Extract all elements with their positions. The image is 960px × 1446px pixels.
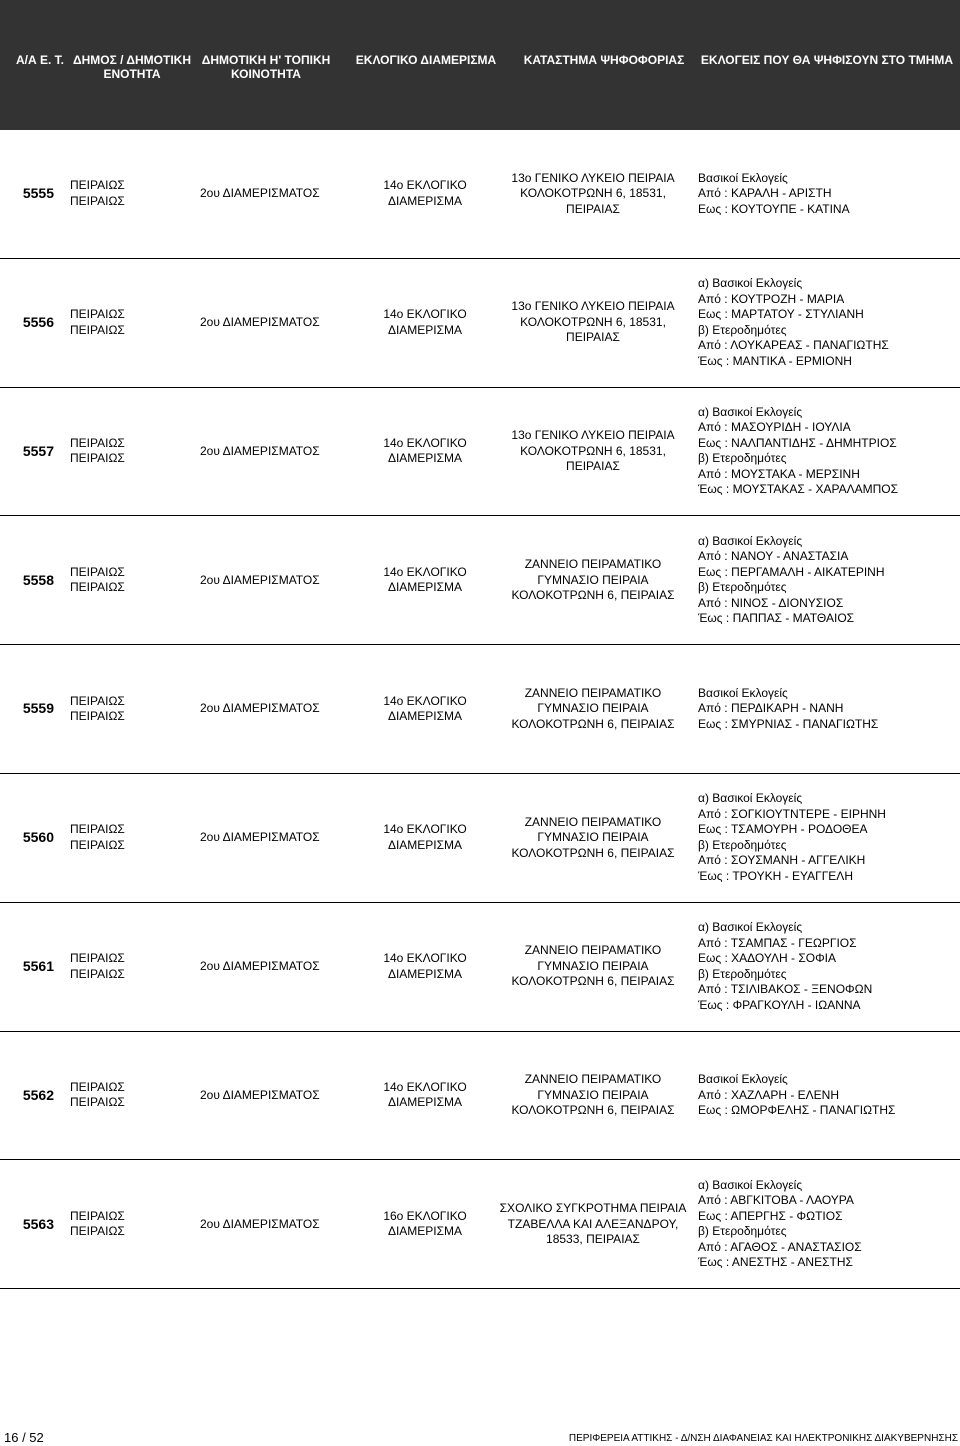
row-polling-station-line: 13ο ΓΕΝΙΚΟ ΛΥΚΕΙΟ ΠΕΙΡΑΙΑ [511, 428, 675, 443]
row-voters [698, 259, 960, 387]
row-voters-line: Από : ΚΑΡΑΛΗ - ΑΡΙΣΤΗ [698, 186, 832, 201]
row-voters-line: β) Ετεροδημότες [698, 451, 787, 466]
header-municipality: ΔΗΜΟΣ / ΔΗΜΟΤΙΚΗ ΕΝΟΤΗΤΑ [73, 53, 191, 81]
table-row [0, 645, 960, 774]
row-municipality-line: ΠΕΙΡΑΙΩΣ [70, 1208, 125, 1223]
row-municipality [70, 1160, 180, 1288]
row-municipality-line: ΠΕΙΡΑΙΩΣ [70, 451, 125, 466]
row-polling-station-line: ΚΟΛΟΚΟΤΡΩΝΗ 6, ΠΕΙΡΑΙΑΣ [511, 845, 675, 860]
row-voters-line: Εως : ΚΟΥΤΟΥΠΕ - ΚΑΤΙΝΑ [698, 201, 850, 216]
row-local-unit: 2ου ΔΙΑΜΕΡΙΣΜΑΤΟΣ [200, 830, 320, 845]
table-row [0, 1160, 960, 1289]
row-district-line: ΔΙΑΜΕΡΙΣΜΑ [387, 580, 463, 595]
row-polling-station-line: ΚΟΛΟΚΟΤΡΩΝΗ 6, 18531, [520, 314, 666, 329]
row-voters-line: Από : ΑΓΑΘΟΣ - ΑΝΑΣΤΑΣΙΟΣ [698, 1239, 862, 1254]
row-polling-station [490, 259, 696, 387]
row-municipality-line: ΠΕΙΡΑΙΩΣ [70, 837, 125, 852]
row-municipality [70, 774, 180, 902]
header-district: ΕΚΛΟΓΙΚΟ ΔΙΑΜΕΡΙΣΜΑ [355, 53, 497, 67]
row-polling-station-line: ΖΑΝΝΕΙΟ ΠΕΙΡΑΜΑΤΙΚΟ [524, 943, 662, 958]
page-number: 16 / 52 [4, 1430, 44, 1445]
row-polling-station [490, 388, 696, 516]
row-voters [698, 1160, 960, 1288]
row-municipality [70, 130, 180, 258]
row-municipality-line: ΠΕΙΡΑΙΩΣ [70, 966, 125, 981]
row-code: 5560 [22, 829, 54, 846]
footer-organization: ΠΕΡΙΦΕΡΕΙΑ ΑΤΤΙΚΗΣ - Δ/ΝΣΗ ΔΙΑΦΑΝΕΙΑΣ ΚΑΙ ΗΛΕΚΤΡΟΝΙΚΗΣ ΔΙΑΚΥΒΕΡΝΗΣΗΣ [568, 1433, 958, 1444]
row-voters-line: Από : ΚΟΥΤΡΟΖΗ - ΜΑΡΙΑ [698, 291, 845, 306]
table-row [0, 388, 960, 517]
row-municipality-line: ΠΕΙΡΑΙΩΣ [70, 307, 125, 322]
row-voters-line: Εως : ΜΑΡΤΑΤΟΥ - ΣΤΥΛΙΑΝΗ [698, 307, 864, 322]
row-voters-line: Έως : ΜΟΥΣΤΑΚΑΣ - ΧΑΡΑΛΑΜΠΟΣ [698, 482, 899, 497]
table-row [0, 516, 960, 645]
header-local-unit: ΔΗΜΟΤΙΚΗ Η' ΤΟΠΙΚΗ ΚΟΙΝΟΤΗΤΑ [201, 53, 331, 81]
row-district-line: 14ο ΕΚΛΟΓΙΚΟ [383, 178, 467, 193]
row-voters-line: Βασικοί Εκλογείς [698, 170, 788, 185]
table-row [0, 774, 960, 903]
row-voters-line: Εως : ΝΑΛΠΑΝΤΙΔΗΣ - ΔΗΜΗΤΡΙΟΣ [698, 435, 897, 450]
row-voters-line: Από : ΤΣΙΛΙΒΑΚΟΣ - ΞΕΝΟΦΩΝ [698, 982, 873, 997]
row-district [360, 130, 490, 258]
row-municipality [70, 516, 180, 644]
row-district-line: 14ο ΕΚΛΟΓΙΚΟ [383, 693, 467, 708]
row-voters-line: Έως : ΜΑΝΤΙΚΑ - ΕΡΜΙΟΝΗ [698, 353, 852, 368]
row-local-unit: 2ου ΔΙΑΜΕΡΙΣΜΑΤΟΣ [200, 443, 320, 458]
row-voters-line: Εως : ΣΜΥΡΝΙΑΣ - ΠΑΝΑΓΙΩΤΗΣ [698, 716, 879, 731]
row-polling-station-line: ΠΕΙΡΑΙΑΣ [566, 201, 620, 216]
row-district [360, 774, 490, 902]
row-polling-station-line: ΓΥΜΝΑΣΙΟ ΠΕΙΡΑΙΑ [537, 1087, 649, 1102]
row-local-unit: 2ου ΔΙΑΜΕΡΙΣΜΑΤΟΣ [200, 314, 320, 329]
row-district-line: 14ο ΕΚΛΟΓΙΚΟ [383, 951, 467, 966]
row-local-unit: 2ου ΔΙΑΜΕΡΙΣΜΑΤΟΣ [200, 186, 320, 201]
row-polling-station-line: ΣΧΟΛΙΚΟ ΣΥΓΚΡΟΤΗΜΑ ΠΕΙΡΑΙΑ [499, 1201, 687, 1216]
row-code: 5557 [22, 442, 54, 459]
row-voters [698, 1032, 960, 1160]
row-voters-line: β) Ετεροδημότες [698, 322, 787, 337]
row-municipality [70, 388, 180, 516]
header-voters: ΕΚΛΟΓΕΙΣ ΠΟΥ ΘΑ ΨΗΦΙΣΟΥΝ ΣΤΟ ΤΜΗΜΑ [700, 53, 954, 67]
row-voters-line: Από : ΑΒΓΚΙΤΟΒΑ - ΛΑΟΥΡΑ [698, 1193, 854, 1208]
row-district-line: ΔΙΑΜΕΡΙΣΜΑ [387, 837, 463, 852]
table-header [0, 0, 960, 130]
row-district-line: ΔΙΑΜΕΡΙΣΜΑ [387, 709, 463, 724]
row-voters-line: Από : ΣΟΓΚΙΟΥΤΝΤΕΡΕ - ΕΙΡΗΝΗ [698, 806, 886, 821]
row-local-unit: 2ου ΔΙΑΜΕΡΙΣΜΑΤΟΣ [200, 1087, 320, 1102]
row-polling-station-line: ΖΑΝΝΕΙΟ ΠΕΙΡΑΜΑΤΙΚΟ [524, 1072, 662, 1087]
row-municipality-line: ΠΕΙΡΑΙΩΣ [70, 580, 125, 595]
row-polling-station-line: ΠΕΙΡΑΙΑΣ [566, 459, 620, 474]
row-voters [698, 903, 960, 1031]
row-voters [698, 645, 960, 773]
table-row [0, 1032, 960, 1161]
row-code: 5563 [22, 1215, 54, 1232]
header-polling-station: ΚΑΤΑΣΤΗΜΑ ΨΗΦΟΦΟΡΙΑΣ [523, 53, 685, 67]
row-local-unit: 2ου ΔΙΑΜΕΡΙΣΜΑΤΟΣ [200, 572, 320, 587]
row-municipality-line: ΠΕΙΡΑΙΩΣ [70, 1079, 125, 1094]
row-district-line: 16ο ΕΚΛΟΓΙΚΟ [383, 1208, 467, 1223]
row-district-line: ΔΙΑΜΕΡΙΣΜΑ [387, 1095, 463, 1110]
row-voters-line: Εως : ΑΠΕΡΓΗΣ - ΦΩΤΙΟΣ [698, 1208, 843, 1223]
row-polling-station [490, 645, 696, 773]
row-district-line: ΔΙΑΜΕΡΙΣΜΑ [387, 451, 463, 466]
row-voters-line: Από : ΧΑΖΛΑΡΗ - ΕΛΕΝΗ [698, 1087, 840, 1102]
row-code: 5561 [22, 957, 54, 974]
row-voters-line: Από : ΝΑΝΟΥ - ΑΝΑΣΤΑΣΙΑ [698, 549, 849, 564]
row-voters-line: Έως : ΠΑΠΠΑΣ - ΜΑΤΘΑΙΟΣ [698, 611, 855, 626]
row-voters [698, 774, 960, 902]
row-code: 5559 [22, 700, 54, 717]
row-municipality-line: ΠΕΙΡΑΙΩΣ [70, 951, 125, 966]
row-polling-station-line: ΚΟΛΟΚΟΤΡΩΝΗ 6, ΠΕΙΡΑΙΑΣ [511, 588, 675, 603]
row-voters-line: Βασικοί Εκλογείς [698, 685, 788, 700]
row-voters-line: Εως : ΠΕΡΓΑΜΑΛΗ - ΑΙΚΑΤΕΡΙΝΗ [698, 564, 885, 579]
row-district-line: 14ο ΕΚΛΟΓΙΚΟ [383, 822, 467, 837]
row-polling-station [490, 774, 696, 902]
row-district [360, 1032, 490, 1160]
row-voters-line: Έως : ΑΝΕΣΤΗΣ - ΑΝΕΣΤΗΣ [698, 1255, 853, 1270]
row-voters-line: α) Βασικοί Εκλογείς [698, 791, 803, 806]
row-voters-line: Από : ΜΑΣΟΥΡΙΔΗ - ΙΟΥΛΙΑ [698, 420, 851, 435]
row-municipality-line: ΠΕΙΡΑΙΩΣ [70, 709, 125, 724]
row-district-line: ΔΙΑΜΕΡΙΣΜΑ [387, 966, 463, 981]
table-row [0, 130, 960, 259]
row-polling-station-line: ΠΕΙΡΑΙΑΣ [566, 330, 620, 345]
row-municipality-line: ΠΕΙΡΑΙΩΣ [70, 435, 125, 450]
row-municipality-line: ΠΕΙΡΑΙΩΣ [70, 564, 125, 579]
row-polling-station-line: ΚΟΛΟΚΟΤΡΩΝΗ 6, ΠΕΙΡΑΙΑΣ [511, 974, 675, 989]
row-local-unit: 2ου ΔΙΑΜΕΡΙΣΜΑΤΟΣ [200, 958, 320, 973]
row-municipality-line: ΠΕΙΡΑΙΩΣ [70, 1095, 125, 1110]
row-voters-line: α) Βασικοί Εκλογείς [698, 920, 803, 935]
row-district-line: ΔΙΑΜΕΡΙΣΜΑ [387, 193, 463, 208]
row-polling-station-line: ΖΑΝΝΕΙΟ ΠΕΙΡΑΜΑΤΙΚΟ [524, 557, 662, 572]
row-polling-station [490, 516, 696, 644]
row-polling-station-line: ΓΥΜΝΑΣΙΟ ΠΕΙΡΑΙΑ [537, 830, 649, 845]
row-polling-station-line: 18533, ΠΕΙΡΑΙΑΣ [546, 1232, 640, 1247]
row-voters-line: Από : ΛΟΥΚΑΡΕΑΣ - ΠΑΝΑΓΙΩΤΗΣ [698, 338, 889, 353]
table-row [0, 903, 960, 1032]
row-voters-line: Έως : ΤΡΟΥΚΗ - ΕΥΑΓΓΕΛΗ [698, 868, 853, 883]
row-voters-line: α) Βασικοί Εκλογείς [698, 276, 803, 291]
row-municipality [70, 1032, 180, 1160]
row-code: 5558 [22, 571, 54, 588]
row-polling-station-line: ΓΥΜΝΑΣΙΟ ΠΕΙΡΑΙΑ [537, 958, 649, 973]
row-municipality [70, 645, 180, 773]
table-row [0, 259, 960, 388]
row-municipality [70, 903, 180, 1031]
row-voters-line: Από : ΠΕΡΔΙΚΑΡΗ - ΝΑΝΗ [698, 701, 844, 716]
row-voters-line: Βασικοί Εκλογείς [698, 1072, 788, 1087]
row-district-line: 14ο ΕΚΛΟΓΙΚΟ [383, 1079, 467, 1094]
row-voters-line: β) Ετεροδημότες [698, 580, 787, 595]
row-voters-line: β) Ετεροδημότες [698, 837, 787, 852]
row-code: 5555 [22, 185, 54, 202]
row-polling-station-line: ΓΥΜΝΑΣΙΟ ΠΕΙΡΑΙΑ [537, 701, 649, 716]
row-district [360, 903, 490, 1031]
row-polling-station-line: ΚΟΛΟΚΟΤΡΩΝΗ 6, ΠΕΙΡΑΙΑΣ [511, 716, 675, 731]
row-polling-station-line: ΖΑΝΝΕΙΟ ΠΕΙΡΑΜΑΤΙΚΟ [524, 685, 662, 700]
row-municipality-line: ΠΕΙΡΑΙΩΣ [70, 178, 125, 193]
row-voters-line: α) Βασικοί Εκλογείς [698, 404, 803, 419]
row-municipality-line: ΠΕΙΡΑΙΩΣ [70, 693, 125, 708]
row-local-unit: 2ου ΔΙΑΜΕΡΙΣΜΑΤΟΣ [200, 1216, 320, 1231]
row-voters-line: α) Βασικοί Εκλογείς [698, 533, 803, 548]
row-district-line: 14ο ΕΚΛΟΓΙΚΟ [383, 435, 467, 450]
row-polling-station [490, 1032, 696, 1160]
row-polling-station-line: 13ο ΓΕΝΙΚΟ ΛΥΚΕΙΟ ΠΕΙΡΑΙΑ [511, 299, 675, 314]
row-voters-line: Εως : ΧΑΔΟΥΛΗ - ΣΟΦΙΑ [698, 951, 836, 966]
row-municipality-line: ΠΕΙΡΑΙΩΣ [70, 1224, 125, 1239]
row-voters [698, 388, 960, 516]
row-code: 5556 [22, 313, 54, 330]
row-polling-station-line: ΚΟΛΟΚΟΤΡΩΝΗ 6, ΠΕΙΡΑΙΑΣ [511, 1103, 675, 1118]
header-aa: Α/Α Ε. Τ. [15, 53, 65, 67]
row-voters-line: Εως : ΩΜΟΡΦΕΛΗΣ - ΠΑΝΑΓΙΩΤΗΣ [698, 1103, 896, 1118]
row-polling-station-line: ΓΥΜΝΑΣΙΟ ΠΕΙΡΑΙΑ [537, 572, 649, 587]
row-voters-line: β) Ετεροδημότες [698, 1224, 787, 1239]
row-district-line: ΔΙΑΜΕΡΙΣΜΑ [387, 1224, 463, 1239]
row-district [360, 388, 490, 516]
row-district-line: 14ο ΕΚΛΟΓΙΚΟ [383, 564, 467, 579]
row-district [360, 645, 490, 773]
row-voters [698, 516, 960, 644]
row-voters-line: α) Βασικοί Εκλογείς [698, 1177, 803, 1192]
row-district-line: 14ο ΕΚΛΟΓΙΚΟ [383, 307, 467, 322]
row-polling-station-line: ΚΟΛΟΚΟΤΡΩΝΗ 6, 18531, [520, 443, 666, 458]
row-code: 5562 [22, 1086, 54, 1103]
row-voters-line: Από : ΜΟΥΣΤΑΚΑ - ΜΕΡΣΙΝΗ [698, 466, 860, 481]
row-municipality-line: ΠΕΙΡΑΙΩΣ [70, 322, 125, 337]
row-polling-station-line: ΚΟΛΟΚΟΤΡΩΝΗ 6, 18531, [520, 186, 666, 201]
row-district-line: ΔΙΑΜΕΡΙΣΜΑ [387, 322, 463, 337]
row-polling-station-line: 13ο ΓΕΝΙΚΟ ΛΥΚΕΙΟ ΠΕΙΡΑΙΑ [511, 170, 675, 185]
row-polling-station-line: ΖΑΝΝΕΙΟ ΠΕΙΡΑΜΑΤΙΚΟ [524, 814, 662, 829]
row-municipality-line: ΠΕΙΡΑΙΩΣ [70, 193, 125, 208]
row-voters-line: Έως : ΦΡΑΓΚΟΥΛΗ - ΙΩΑΝΝΑ [698, 997, 861, 1012]
row-polling-station [490, 130, 696, 258]
row-polling-station [490, 903, 696, 1031]
row-district [360, 516, 490, 644]
row-municipality-line: ΠΕΙΡΑΙΩΣ [70, 822, 125, 837]
row-voters-line: Από : ΤΣΑΜΠΑΣ - ΓΕΩΡΓΙΟΣ [698, 935, 857, 950]
row-voters-line: β) Ετεροδημότες [698, 966, 787, 981]
row-municipality [70, 259, 180, 387]
row-polling-station-line: ΤΖΑΒΕΛΛΑ ΚΑΙ ΑΛΕΞΑΝΔΡΟΥ, [507, 1216, 679, 1231]
row-polling-station [490, 1160, 696, 1288]
row-district [360, 1160, 490, 1288]
row-voters-line: Εως : ΤΣΑΜΟΥΡΗ - ΡΟΔΟΘΕΑ [698, 822, 868, 837]
row-voters-line: Από : ΝΙΝΟΣ - ΔΙΟΝΥΣΙΟΣ [698, 595, 844, 610]
row-local-unit: 2ου ΔΙΑΜΕΡΙΣΜΑΤΟΣ [200, 701, 320, 716]
row-voters-line: Από : ΣΟΥΣΜΑΝΗ - ΑΓΓΕΛΙΚΗ [698, 853, 866, 868]
row-district [360, 259, 490, 387]
row-voters [698, 130, 960, 258]
